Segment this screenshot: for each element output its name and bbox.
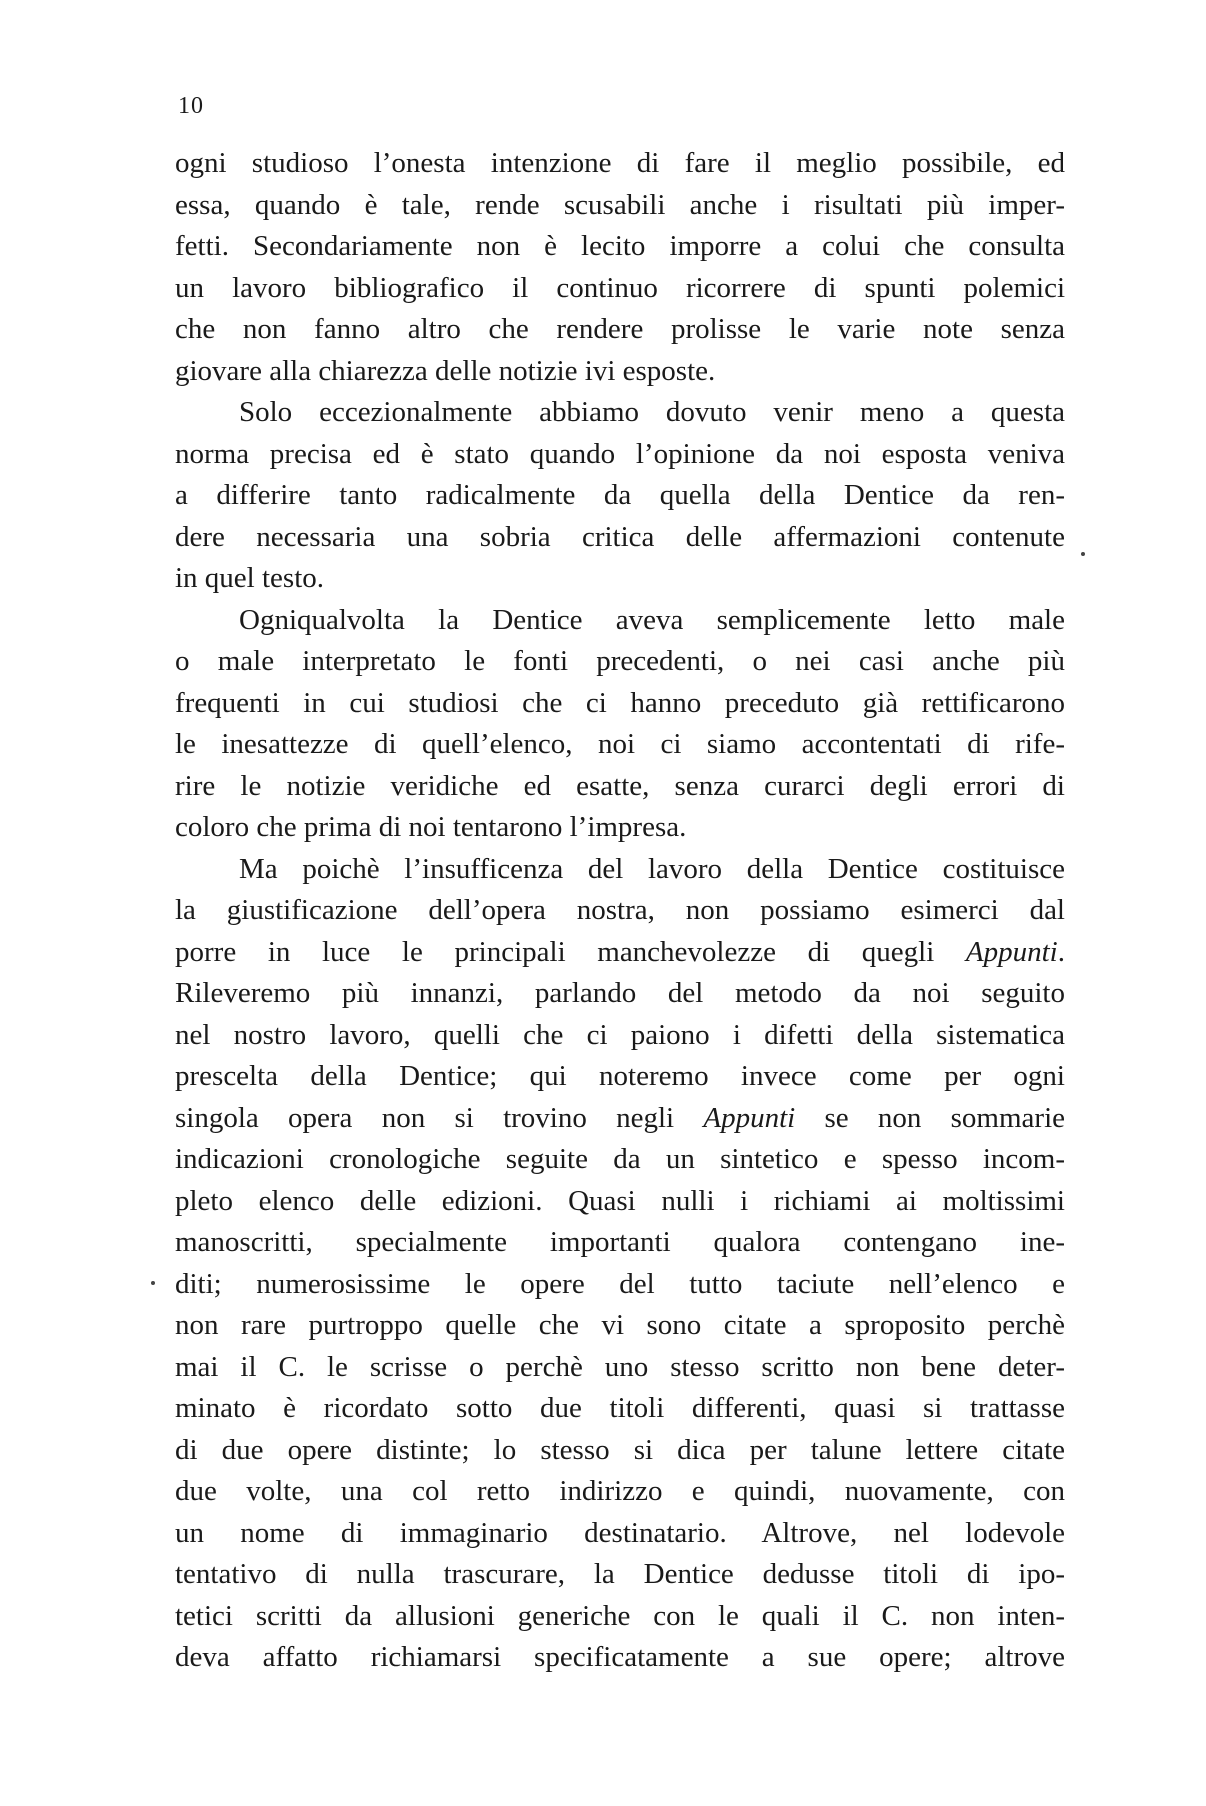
text-line: mai il C. le scrisse o perchè uno stesso scritto non bene deter- <box>175 1350 1065 1383</box>
text-line: di due opere distinte; lo stesso si dica per talune lettere citate <box>175 1433 1065 1466</box>
text-line: Ogniqualvolta la Dentice aveva semplicemente letto male <box>239 603 1065 636</box>
text-line: minato è ricordato sotto due titoli differenti, quasi si trattasse <box>175 1392 1065 1424</box>
ink-speck <box>1081 552 1085 556</box>
text-line: singola opera non si trovino negli Appunti se non sommarie <box>175 1101 1065 1134</box>
text-line: norma precisa ed è stato quando l’opinione da noi esposta veniva <box>175 437 1065 470</box>
text-line: prescelta della Dentice; qui noteremo invece come per ogni <box>175 1060 1065 1092</box>
text-line: a differire tanto radicalmente da quella della Dentice da ren- <box>175 479 1065 511</box>
text-line: rire le notizie veridiche ed esatte, senza curarci degli errori di <box>175 769 1065 802</box>
text-line: nel nostro lavoro, quelli che ci paiono i difetti della sistematica <box>175 1018 1065 1051</box>
text-line: Ma poichè l’insufficenza del lavoro della Dentice costituisce <box>239 852 1065 885</box>
text-line: tentativo di nulla trascurare, la Dentice dedusse titoli di ipo- <box>175 1558 1065 1590</box>
text-line: frequenti in cui studiosi che ci hanno preceduto già rettificarono <box>175 686 1065 719</box>
text-line: ogni studioso l’onesta intenzione di fare il meglio possibile, ed <box>175 147 1065 179</box>
text-line: non rare purtroppo quelle che vi sono citate a sproposito perchè <box>175 1309 1065 1341</box>
text-line: Solo eccezionalmente abbiamo dovuto venir meno a questa <box>239 396 1065 428</box>
text-line: manoscritti, specialmente importanti qualora contengano ine- <box>175 1226 1065 1258</box>
text-line: in quel testo. <box>175 562 325 594</box>
body-text <box>175 143 1065 1679</box>
text-line: diti; numerosissime le opere del tutto taciute nell’elenco e <box>175 1267 1065 1300</box>
text-line: essa, quando è tale, rende scusabili anche i risultati più imper- <box>175 188 1065 221</box>
text-line: che non fanno altro che rendere prolisse le varie note senza <box>175 313 1065 345</box>
text-line: le inesattezze di quell’elenco, noi ci siamo accontentati di rife- <box>175 728 1065 760</box>
text-line: un nome di immaginario destinatario. Altrove, nel lodevole <box>175 1516 1065 1549</box>
text-line: tetici scritti da allusioni generiche con le quali il C. non inten- <box>175 1599 1065 1632</box>
text-line: o male interpretato le fonti precedenti, o nei casi anche più <box>175 645 1065 677</box>
text-line: un lavoro bibliografico il continuo ricorrere di spunti polemici <box>175 271 1065 304</box>
ink-speck <box>151 1281 155 1285</box>
text-line: dere necessaria una sobria critica delle affermazioni contenute <box>175 520 1065 553</box>
text-line: pleto elenco delle edizioni. Quasi nulli i richiami ai moltissimi <box>175 1184 1065 1217</box>
text-line: due volte, una col retto indirizzo e quindi, nuovamente, con <box>175 1475 1065 1507</box>
text-line: porre in luce le principali manchevolezze di quegli Appunti. <box>175 935 1065 968</box>
text-line: fetti. Secondariamente non è lecito imporre a colui che consulta <box>175 230 1065 262</box>
text-line: deva affatto richiamarsi specificatamente a sue opere; altrove <box>175 1641 1065 1673</box>
text-line: indicazioni cronologiche seguite da un sintetico e spesso incom- <box>175 1143 1065 1175</box>
text-line: giovare alla chiarezza delle notizie ivi esposte. <box>175 354 716 387</box>
text-line: coloro che prima di noi tentarono l’impresa. <box>175 811 687 843</box>
text-line: Rileveremo più innanzi, parlando del metodo da noi seguito <box>175 977 1065 1009</box>
text-line: la giustificazione dell’opera nostra, non possiamo esimerci dal <box>175 894 1065 926</box>
page-number: 10 <box>178 93 204 119</box>
